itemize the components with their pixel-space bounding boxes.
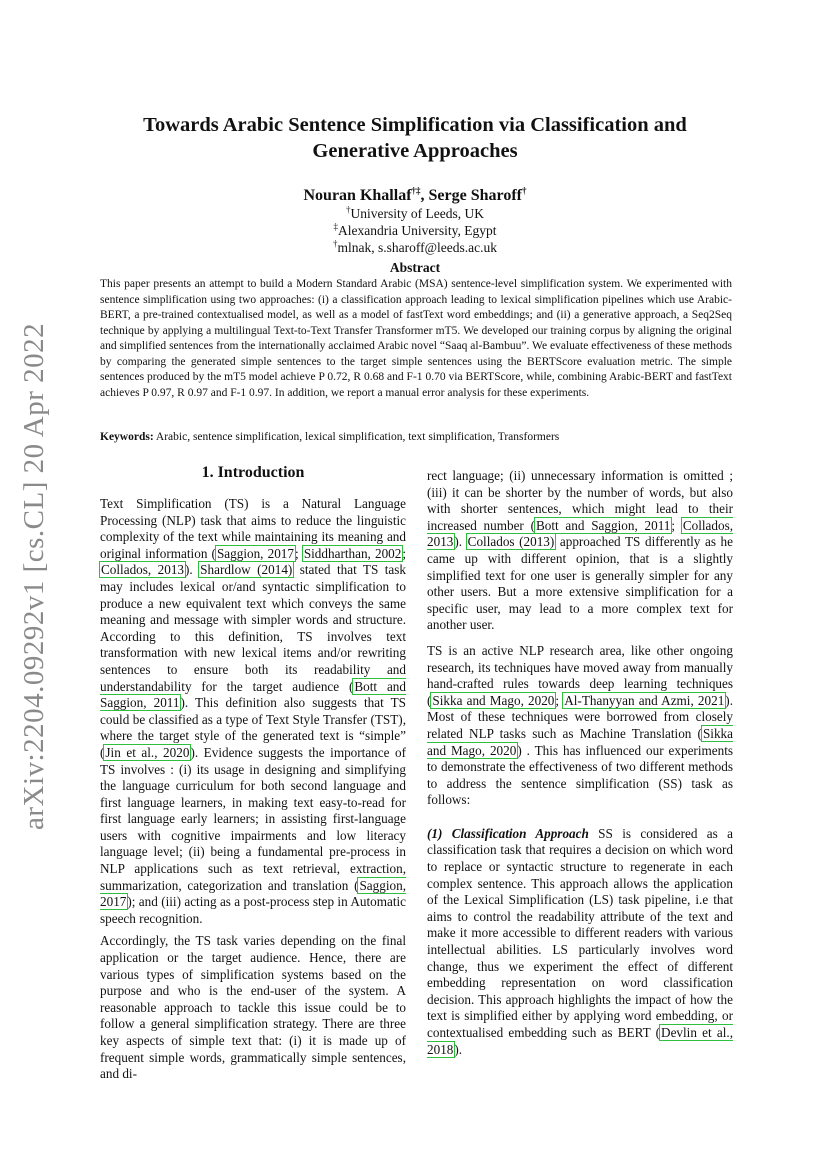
text-run: ). Most of these techniques were borrowed from closely related NLP tasks such as Machine Translation (: [427, 692, 733, 741]
author-separator: ,: [420, 187, 429, 204]
text-run: ). Evidence suggests the importance of TS involves : (i) its usage in designing and simplifying the language curriculum for both second language and first language learners, in making text easy-to-read for first language early learners; in assisting first-language users with cognitive impairments and low literacy language level; (ii) being a fundamental pre-process in NLP applications such as text retrieval, extraction, summarization, categorization and translation (: [100, 744, 407, 893]
paragraph: [100, 933, 406, 1082]
text-run: ). This definition also suggests that TS could be classified as a type of Text Style Transfer (TST), where the target style of the generated text is “simple” (: [100, 695, 406, 760]
keywords-label: Keywords:: [100, 431, 154, 443]
affiliation-line: [100, 239, 730, 256]
citation-link[interactable]: Bott and Saggion, 2011: [535, 517, 671, 533]
text-run: TS is an active NLP research area, like other ongoing research, its techniques have moved away from manually hand-crafted rules towards deep learning techniques (: [427, 642, 733, 708]
text-run: ).: [454, 534, 467, 550]
text-run: Accordingly, the TS task varies depending on the final application or the target audience. Hence, there are various types of simplification systems based on the purpose and who is the end-user of the system. A reasonable approach to tackle this issue could be to follow a general simplification strategy. There are three key aspects of simple text that: (i) it is made up of frequent simple words, grammatically simple sentences, and di-: [100, 933, 406, 1082]
citation-link[interactable]: Saggion, 2017: [216, 545, 294, 561]
keywords-text: Arabic, sentence simplification, lexical simplification, text simplification, Transformers: [153, 431, 560, 443]
paper-title: Towards Arabic Sentence Simplification via Classification and Generative Approaches: [143, 114, 687, 162]
citation-link[interactable]: Saggion, 2017: [100, 877, 406, 910]
text-run: rect language; (ii) unnecessary information is omitted ; (iii) it can be shorter by the number of words, but also with shorter sentences, which might lead to their increased number (: [427, 468, 733, 533]
citation-link[interactable]: Siddharthan, 2002: [303, 545, 402, 561]
paragraph: [427, 643, 733, 809]
author-name: Nouran Khallaf: [303, 187, 412, 204]
text-run: ;: [402, 545, 407, 561]
paragraph: [100, 496, 406, 927]
text-run: ) . This has influenced our experiments to demonstrate the effectiveness of two different methods to address the sentence simplification (SS) task as follows:: [427, 742, 733, 808]
text-run: ); and (iii) acting as a post-process step in Automatic speech recognition.: [100, 894, 406, 926]
abstract-body: This paper presents an attempt to build a Modern Standard Arabic (MSA) sentence-level simplification system. We experimented with sentence simplification using two approaches: (i) a classification approach leading to lexical simplification pipelines which use Arabic-BERT, a pre-trained contextualised model, as well as a model of fastText word embeddings; and (ii) a generative approach, a Seq2Seq technique by applying a multilingual Text-to-Text Transfer Transformer mT5. We developed our training corpus by aligning the original and simplified sentences from the internationally acclaimed Arabic novel “Saaq al-Bambuu”. We evaluate effectiveness of these methods by comparing the generated simple sentences to the target simple sentences using the BERTScore evaluation metric. The simple sentences produced by the mT5 model achieve P 0.72, R 0.68 and F-1 0.70 via BERTScore, while, combining Arabic-BERT and fastText achieves P 0.97, R 0.97 and F-1 0.97. In addition, we report a manual error analysis for these experiments.: [100, 278, 732, 399]
paragraph: [427, 826, 733, 1058]
citation-link[interactable]: Al-Thanyyan and Azmi, 2021: [564, 692, 725, 708]
affiliation-mark: ‡: [333, 221, 339, 232]
affiliation-email: mlnak, s.sharoff@leeds.ac.uk: [337, 240, 497, 255]
affiliation-mark: †: [332, 238, 338, 249]
affiliation-text: University of Leeds, UK: [350, 206, 484, 221]
citation-link[interactable]: Collados, 2013: [427, 517, 733, 550]
citation-link[interactable]: Collados, 2013: [101, 562, 185, 578]
citation-link[interactable]: Collados (2013): [467, 534, 555, 550]
text-run: SS is considered as a classification task that requires a decision on which word to replace or syntactic structure to regenerate in each complex sentence. This approach allows the application of the Lexical Simplification (LS) task pipeline, i.e that aims to control the readability attribute of the text and make it more accessible to different readers with various intellectual abilities. LS particularly involves word change, thus we experiment the effect of different embedding representation on word classification decision. This approach highlights the impact of how the text is simplified either by applying word embedding, or contextualised embedding such as BERT (: [427, 825, 733, 1040]
affiliation-line: [100, 222, 730, 239]
affiliation-text: Alexandria University, Egypt: [338, 223, 497, 238]
text-run: ).: [454, 1041, 463, 1057]
affiliation-mark: †: [346, 204, 351, 215]
citation-link[interactable]: Sikka and Mago, 2020: [432, 692, 555, 708]
text-run: ;: [671, 517, 682, 533]
affiliation-line: [100, 205, 730, 222]
citation-link[interactable]: Devlin et al., 2018: [427, 1025, 733, 1057]
citation-link[interactable]: Bott and Saggion, 2011: [100, 678, 406, 711]
right-column: [427, 468, 733, 1065]
author-line: [100, 186, 730, 206]
text-run: ;: [295, 545, 303, 561]
text-run: stated that TS task may includes lexical or/and syntactic simplification to produce a new equivalent text which conveys the same meaning and message with simpler words and structure. According to this definition, TS involves text transformation with new lexical items and/or rewriting sentences to ensure both its readability and understandability for the target audience (: [100, 562, 407, 694]
keywords-line: [100, 430, 732, 446]
text-run: approached TS differently as he came up with different opinion, that is a slightly simplified text for one user is generally simpler for any other users. But a more extensive simplification for a specific user, may lead to a more complex text for another user.: [427, 534, 733, 633]
citation-link[interactable]: Sikka and Mago, 2020: [427, 725, 733, 758]
citation-link[interactable]: Shardlow (2014): [200, 562, 293, 578]
affiliation-marks: †: [521, 185, 527, 196]
text-run: ).: [185, 562, 200, 578]
abstract-heading: Abstract: [389, 260, 441, 275]
text-run: Text Simplification (TS) is a Natural Language Processing (NLP) task that aims to reduce the linguistic complexity of the text while maintaining its meaning and original information (: [100, 496, 406, 561]
text-run: ;: [555, 692, 564, 708]
paragraph: [427, 468, 733, 634]
left-column: [100, 462, 406, 1090]
paragraph-heading: (1) Classification Approach: [427, 825, 589, 841]
section-heading: 1. Introduction: [201, 464, 305, 481]
affiliation-marks: †‡: [411, 185, 421, 196]
citation-link[interactable]: Jin et al., 2020: [105, 744, 190, 760]
arxiv-identifier: arXiv:2204.09292v1 [cs.CL] 20 Apr 2022: [18, 322, 50, 830]
author-name: Serge Sharoff: [428, 187, 522, 204]
